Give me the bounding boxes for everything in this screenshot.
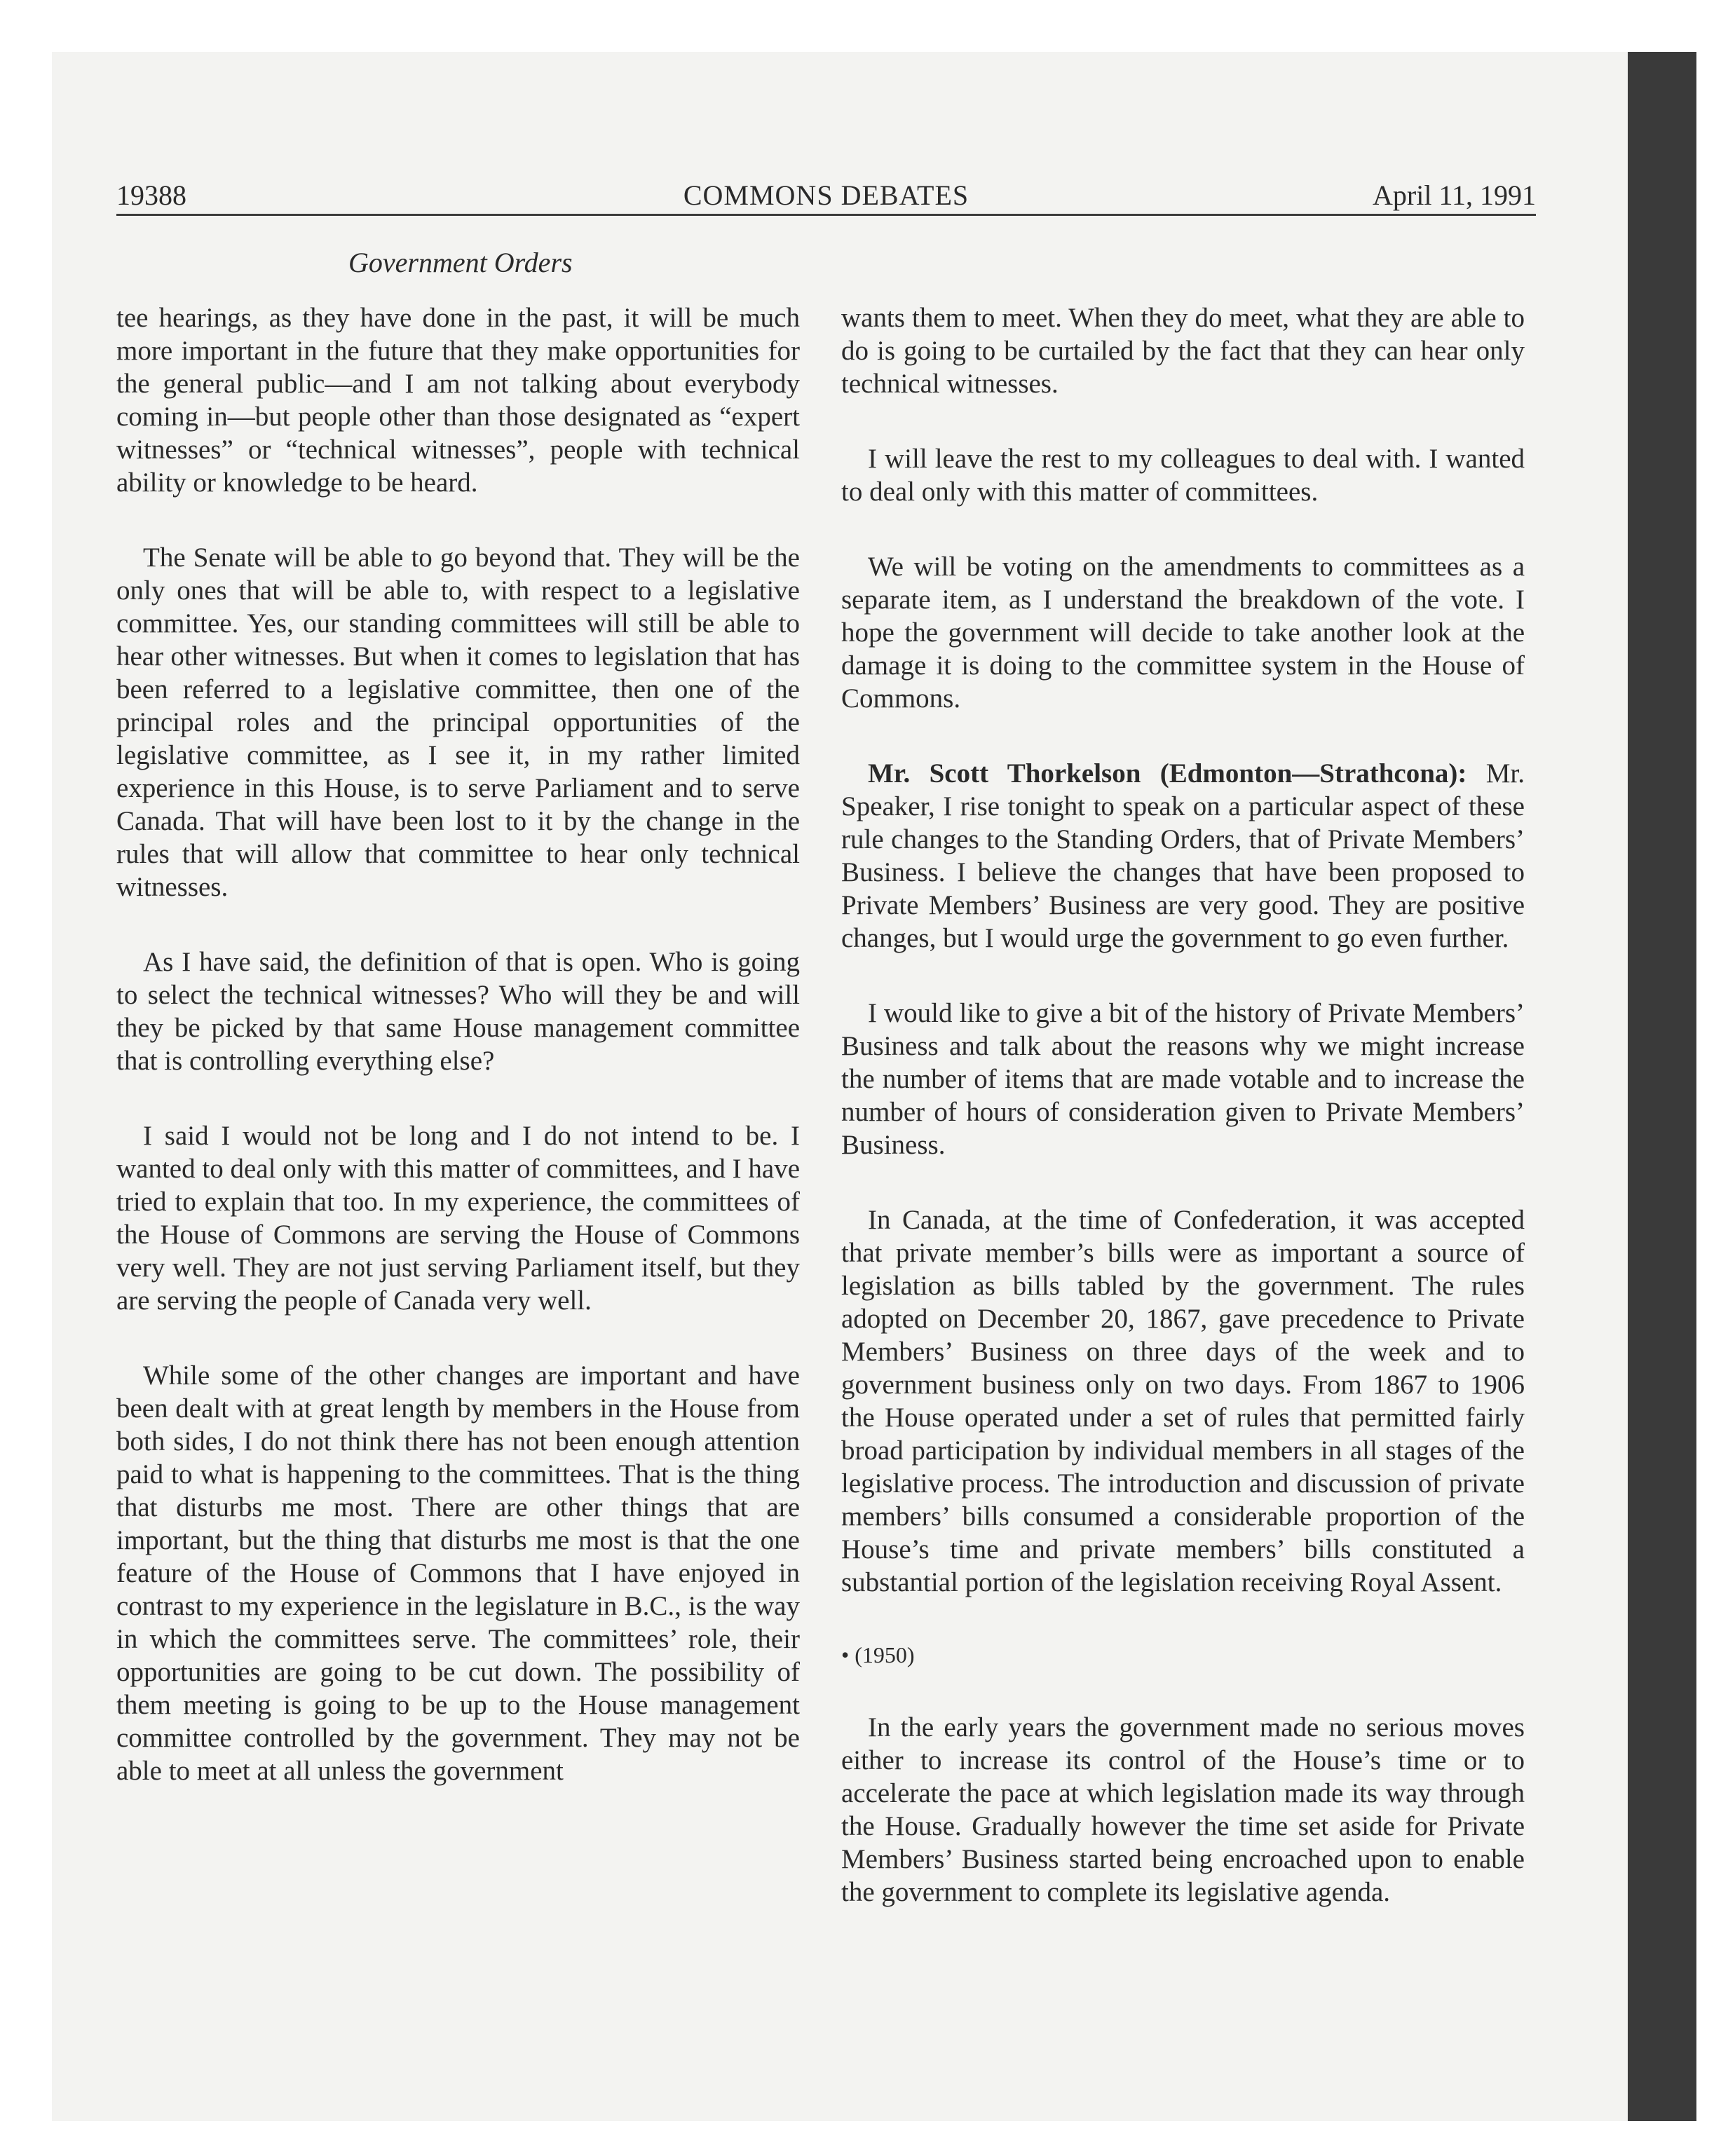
speaker-name: Mr. Scott Thorkelson (Edmonton—Strathcona): <box>868 758 1467 789</box>
left-column <box>116 301 800 1787</box>
header-rule <box>116 214 1536 216</box>
paragraph: tee hearings, as they have done in the past, it will be much more important in the future that they make opportunities for the general public—and I am not talking about everybody coming in—but people other than those designated as “expert witnesses” or “technical witnesses”, people with technical ability or knowledge to be heard. <box>116 303 800 498</box>
paragraph: I will leave the rest to my colleagues to deal with. I wanted to deal only with this matter of committees. <box>841 444 1525 507</box>
paragraph: In Canada, at the time of Confederation, it was accepted that private member’s bills were as important a source of legislation as bills tabled by the government. The rules adopted on December 20, 1867, gave precedence to Private Members’ Business on three days of the week and to government business only on two days. From 1867 to 1906 the House operated under a set of rules that permitted fairly broad participation by individual members in all stages of the legislative process. The introduction and discussion of private members’ bills consumed a considerable proportion of the House’s time and private members’ bills constituted a substantial portion of the legislation receiving Royal Assent. <box>841 1205 1525 1597</box>
publication-date: April 11, 1991 <box>1373 179 1536 211</box>
paragraph: While some of the other changes are important and have been dealt with at great length by members in the House from both sides, I do not think there has not been enough attention paid to what is happening to the committees. That is the thing that disturbs me most. There are other things that are important, but the thing that disturbs me most is that the one feature of the House of Commons that I have enjoyed in contrast to my experience in the legislature in B.C., is the way in which the committees serve. The committees’ role, their opportunities are going to be cut down. The possibility of them meeting is going to be up to the House management committee controlled by the government. They may not be able to meet at all unless the government <box>116 1360 800 1786</box>
paragraph: I said I would not be long and I do not intend to be. I wanted to deal only with this matter of committees, and I have tried to explain that too. In my experience, the committees of the House of Commons are serving the House of Commons very well. They are not just serving Parliament itself, but they are serving the people of Canada very well. <box>116 1121 800 1316</box>
speech-text: Mr. Speaker, I rise tonight to speak on a particular aspect of these rule changes to the Standing Orders, that of Private Members’ Business. I believe the changes that have been proposed to Private Members’ Business are very good. They are positive changes, but I would urge the government to go even further. <box>841 758 1525 953</box>
section-title: Government Orders <box>348 247 573 278</box>
publication-title: COMMONS DEBATES <box>683 179 969 211</box>
paragraph: I would like to give a bit of the history of Private Members’ Business and talk about the reasons why we might increase the number of items that are made votable and to increase the number of hours of consideration given to Private Members’ Business. <box>841 998 1525 1160</box>
paragraph: As I have said, the definition of that is open. Who is going to select the technical witnesses? Who will they be and will they be picked by that same House management committee that is controlling everything else? <box>116 947 800 1076</box>
paragraph: We will be voting on the amendments to committees as a separate item, as I understand the breakdown of the vote. I hope the government will decide to take another look at the damage it is doing to the committee system in the House of Commons. <box>841 552 1525 714</box>
page-number: 19388 <box>116 179 186 211</box>
speech-paragraph <box>841 757 1525 955</box>
right-column <box>841 301 1525 1909</box>
paragraph: wants them to meet. When they do meet, what they are able to do is going to be curtailed by the fact that they can hear only technical witnesses. <box>841 303 1525 399</box>
time-marker: • (1950) <box>841 1642 915 1667</box>
paragraph: The Senate will be able to go beyond that. They will be the only ones that will be able to, with respect to a legislative committee. Yes, our standing committees will still be able to hear other witnesses. But when it comes to legislation that has been referred to a legislative committee, then one of the principal roles and the principal opportunities of the legislative committee, as I see it, in my rather limited experience in this House, is to serve Parliament and to serve Canada. That will have been lost to it by the change in the rules that will allow that committee to hear only technical witnesses. <box>116 543 800 902</box>
page-header <box>116 175 1536 216</box>
scan-edge-shadow <box>1628 52 1696 2121</box>
paragraph: In the early years the government made no serious moves either to increase its control of the House’s time or to accelerate the pace at which legislation made its way through the House. Gradually however the time set aside for Private Members’ Business started being encroached upon to enable the government to complete its legislative agenda. <box>841 1712 1525 1907</box>
